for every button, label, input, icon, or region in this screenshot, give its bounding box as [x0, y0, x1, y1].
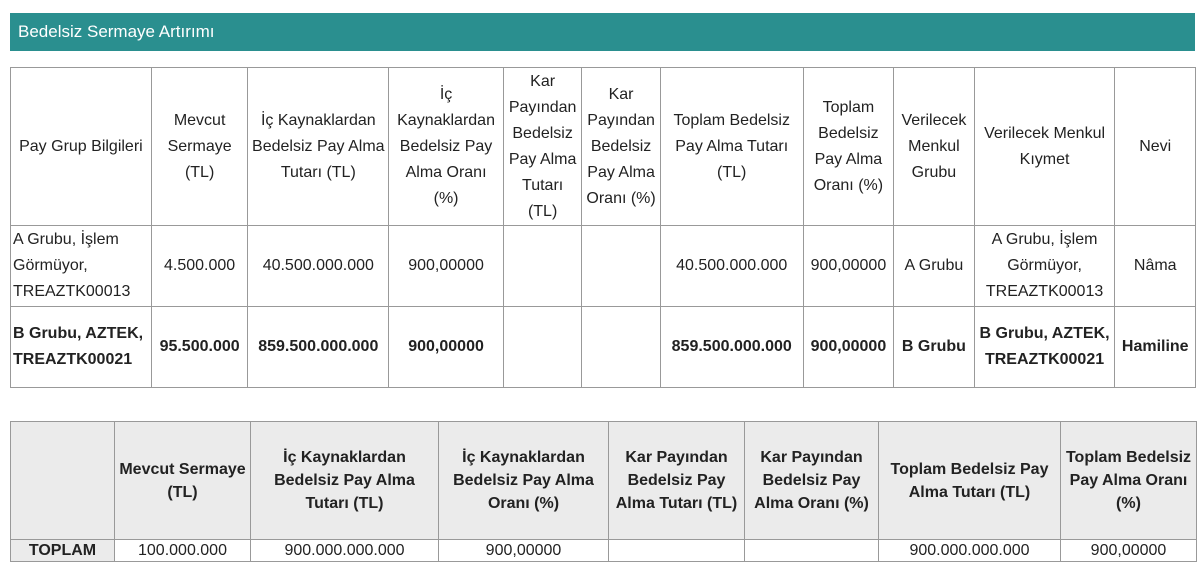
- cell-toplam-oran: 900,00000: [803, 226, 894, 307]
- cell-mevcut-sermaye: 95.500.000: [151, 307, 248, 388]
- summary-header-kar-payi-tutar: Kar Payından Bedelsiz Pay Alma Tutarı (TL): [609, 422, 745, 540]
- table-row: [11, 226, 1196, 307]
- cell-toplam-tutar: 40.500.000.000: [660, 226, 803, 307]
- summary-kar-payi-oran: [745, 540, 879, 562]
- header-ic-kaynak-tutar: İç Kaynaklardan Bedelsiz Pay Alma Tutarı (TL): [248, 68, 389, 226]
- cell-menkul-kiymet: B Grubu, AZTEK, TREAZTK00021: [974, 307, 1115, 388]
- cell-mevcut-sermaye: 4.500.000: [151, 226, 248, 307]
- header-kar-payi-tutar: Kar Payından Bedelsiz Pay Alma Tutarı (TL): [503, 68, 581, 226]
- summary-header-mevcut-sermaye: Mevcut Sermaye (TL): [115, 422, 251, 540]
- cell-kar-payi-tutar: [503, 307, 581, 388]
- cell-toplam-oran: 900,00000: [803, 307, 894, 388]
- summary-table: [10, 421, 1197, 562]
- cell-ic-kaynak-oran: 900,00000: [389, 307, 504, 388]
- cell-pay-grup: A Grubu, İşlem Görmüyor, TREAZTK00013: [11, 226, 152, 307]
- header-menkul-kiymet: Verilecek Menkul Kıymet: [974, 68, 1115, 226]
- summary-header-blank: [11, 422, 115, 540]
- header-nevi: Nevi: [1115, 68, 1196, 226]
- cell-menkul-kiymet: A Grubu, İşlem Görmüyor, TREAZTK00013: [974, 226, 1115, 307]
- header-ic-kaynak-oran: İç Kaynaklardan Bedelsiz Pay Alma Oranı (%): [389, 68, 504, 226]
- detail-header-row: [11, 68, 1196, 226]
- cell-kar-payi-tutar: [503, 226, 581, 307]
- summary-total-label: TOPLAM: [11, 540, 115, 562]
- header-menkul-grubu: Verilecek Menkul Grubu: [894, 68, 974, 226]
- cell-ic-kaynak-oran: 900,00000: [389, 226, 504, 307]
- header-kar-payi-oran: Kar Payından Bedelsiz Pay Alma Oranı (%): [582, 68, 660, 226]
- cell-kar-payi-oran: [582, 226, 660, 307]
- summary-total-row: [11, 540, 1197, 562]
- header-pay-grup: Pay Grup Bilgileri: [11, 68, 152, 226]
- cell-toplam-tutar: 859.500.000.000: [660, 307, 803, 388]
- summary-header-ic-kaynak-tutar: İç Kaynaklardan Bedelsiz Pay Alma Tutarı (TL): [251, 422, 439, 540]
- cell-kar-payi-oran: [582, 307, 660, 388]
- summary-header-toplam-oran: Toplam Bedelsiz Pay Alma Oranı (%): [1061, 422, 1197, 540]
- summary-ic-kaynak-oran: 900,00000: [439, 540, 609, 562]
- summary-ic-kaynak-tutar: 900.000.000.000: [251, 540, 439, 562]
- cell-ic-kaynak-tutar: 40.500.000.000: [248, 226, 389, 307]
- summary-header-row: [11, 422, 1197, 540]
- detail-table: [10, 67, 1196, 388]
- cell-menkul-grubu: A Grubu: [894, 226, 974, 307]
- cell-menkul-grubu: B Grubu: [894, 307, 974, 388]
- cell-ic-kaynak-tutar: 859.500.000.000: [248, 307, 389, 388]
- cell-pay-grup: B Grubu, AZTEK, TREAZTK00021: [11, 307, 152, 388]
- cell-nevi: Hamiline: [1115, 307, 1196, 388]
- summary-header-kar-payi-oran: Kar Payından Bedelsiz Pay Alma Oranı (%): [745, 422, 879, 540]
- table-row: [11, 307, 1196, 388]
- summary-toplam-tutar: 900.000.000.000: [879, 540, 1061, 562]
- summary-header-toplam-tutar: Toplam Bedelsiz Pay Alma Tutarı (TL): [879, 422, 1061, 540]
- summary-header-ic-kaynak-oran: İç Kaynaklardan Bedelsiz Pay Alma Oranı (%): [439, 422, 609, 540]
- summary-toplam-oran: 900,00000: [1061, 540, 1197, 562]
- section-title: Bedelsiz Sermaye Artırımı: [10, 13, 1195, 51]
- header-mevcut-sermaye: Mevcut Sermaye (TL): [151, 68, 248, 226]
- header-toplam-oran: Toplam Bedelsiz Pay Alma Oranı (%): [803, 68, 894, 226]
- header-toplam-tutar: Toplam Bedelsiz Pay Alma Tutarı (TL): [660, 68, 803, 226]
- cell-nevi: Nâma: [1115, 226, 1196, 307]
- summary-kar-payi-tutar: [609, 540, 745, 562]
- summary-mevcut-sermaye: 100.000.000: [115, 540, 251, 562]
